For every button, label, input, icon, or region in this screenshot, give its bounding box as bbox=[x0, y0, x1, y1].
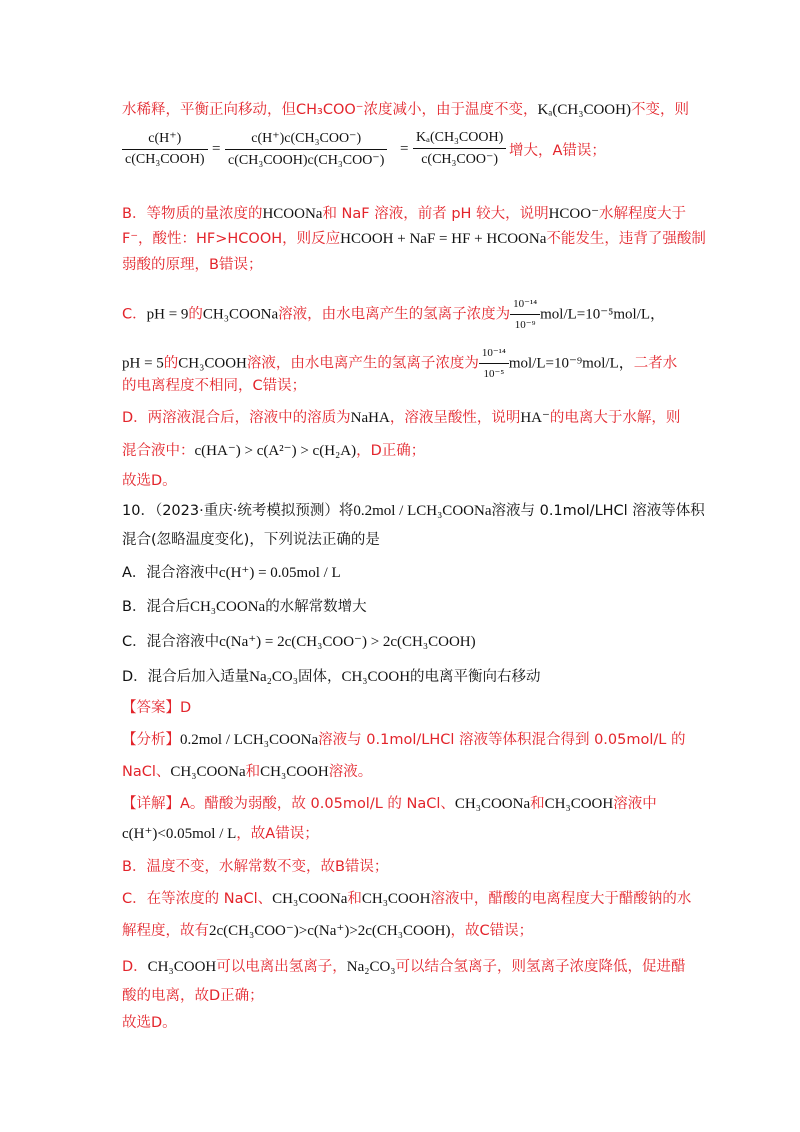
formula: CH₃COOH bbox=[361, 891, 431, 907]
equals-sign: = bbox=[212, 141, 221, 157]
fraction-numerator: c(H⁺) bbox=[122, 130, 208, 150]
formula: CH₃COONa bbox=[454, 796, 531, 812]
details-d-line1 bbox=[122, 957, 686, 977]
analysis-label: 【分析】 bbox=[122, 732, 180, 748]
formula: CH₃COONa bbox=[189, 599, 266, 615]
text: 可以电离出氢离子， bbox=[216, 959, 347, 975]
fraction-3 bbox=[413, 130, 506, 168]
formula: mol/L=10⁻⁵mol/L， bbox=[540, 306, 666, 323]
question-10-stem-line2: 混合(忽略温度变化)，下列说法正确的是 bbox=[122, 532, 380, 548]
inequality: c(HA⁻) > c(A²⁻) > c(H₂A) bbox=[194, 443, 357, 459]
text: A。醋酸为弱酸，故 0.05mol/L 的 NaCl、 bbox=[180, 796, 455, 812]
formula: CH₃COONa bbox=[170, 764, 246, 780]
fraction bbox=[510, 294, 540, 335]
formula: Na₂CO₃ bbox=[249, 669, 298, 685]
text: D．混合后加入适量 bbox=[122, 669, 250, 685]
explanation-line-dilution bbox=[122, 100, 689, 120]
text: 固体， bbox=[297, 669, 342, 685]
fraction-numerator: 10⁻¹⁴ bbox=[479, 343, 509, 364]
text: 的 bbox=[188, 306, 203, 323]
option-c bbox=[122, 632, 476, 652]
text: 溶液与 0.1mol/LHCl 溶液等体积 bbox=[491, 503, 705, 519]
fraction-1 bbox=[122, 130, 208, 168]
text: C．在等浓度的 NaCl、 bbox=[122, 891, 273, 907]
text: 水稀释，平衡正向移动，但CH₃COO⁻浓度减小，由于温度不变， bbox=[122, 102, 538, 118]
text: D． bbox=[122, 959, 148, 975]
text: 解程度，故有 bbox=[122, 923, 209, 939]
text: 的 bbox=[163, 355, 179, 372]
fraction-denominator: c(CH₃COO⁻) bbox=[421, 152, 499, 167]
text: 溶液中 bbox=[613, 796, 657, 812]
text: B．混合后 bbox=[122, 599, 190, 615]
formula: CH₃COOH bbox=[260, 764, 329, 780]
formula: c(H⁺) = 0.05mol / L bbox=[218, 565, 341, 581]
formula: HCOO⁻ bbox=[548, 206, 599, 222]
fraction-2 bbox=[225, 130, 387, 169]
text: C．混合溶液中 bbox=[122, 634, 220, 650]
answer-label: 【答案】D bbox=[122, 700, 192, 716]
text: D．两溶液混合后，溶液中的溶质为 bbox=[122, 410, 351, 426]
fraction-denominator: c(CH₃COOH)c(CH₃COO⁻) bbox=[228, 153, 385, 168]
text: 可以结合氢离子，则氢离子浓度降低，促进醋 bbox=[395, 959, 686, 975]
analysis-line1 bbox=[122, 730, 685, 750]
text: ，溶液呈酸性，说明 bbox=[389, 410, 521, 426]
fraction-denominator: 10⁻⁵ bbox=[483, 368, 505, 380]
text: C． bbox=[122, 306, 147, 323]
fraction-numerator: c(H⁺)c(CH₃COO⁻) bbox=[225, 130, 387, 150]
text: 混合液中： bbox=[122, 443, 195, 459]
explanation-d-line2 bbox=[122, 441, 425, 461]
text: 溶液，由水电离产生的氢离子浓度为 bbox=[246, 355, 479, 372]
fraction-denominator: 10⁻⁹ bbox=[514, 319, 536, 331]
text: 不变，则 bbox=[630, 102, 689, 118]
explanation-c-line1 bbox=[122, 294, 665, 335]
details-a-line2 bbox=[122, 824, 319, 844]
option-a bbox=[122, 563, 341, 583]
formula: mol/L=10⁻⁹mol/L， bbox=[508, 355, 634, 372]
text: ，故C错误； bbox=[450, 923, 534, 939]
explanation-b-line1 bbox=[122, 204, 686, 224]
formula: CH₃COONa bbox=[202, 306, 279, 323]
text: B．等物质的量浓度的 bbox=[122, 206, 263, 222]
text: ，D正确； bbox=[356, 443, 426, 459]
formula: HA⁻ bbox=[520, 410, 550, 426]
explanation-b-line2 bbox=[122, 229, 706, 249]
text: F⁻，酸性：HF>HCOOH，则反应 bbox=[122, 231, 341, 247]
fraction bbox=[479, 343, 509, 384]
reaction-equation: HCOOH + NaF = HF + HCOONa bbox=[340, 231, 547, 247]
formula: HCOONa bbox=[262, 206, 323, 222]
inequality: 2c(CH₃COO⁻)>c(Na⁺)>2c(CH₃COOH) bbox=[209, 923, 451, 939]
analysis-line2 bbox=[122, 762, 372, 782]
formula: Na₂CO₃ bbox=[346, 959, 396, 975]
explanation-d-line1 bbox=[122, 408, 680, 428]
explanation-c-line3: 的电离程度不相同，C错误； bbox=[122, 378, 307, 394]
question-10-stem-line1 bbox=[122, 501, 705, 521]
formula: 0.2mol / LCH₃COONa bbox=[180, 732, 319, 748]
text: 水解程度大于 bbox=[599, 206, 686, 222]
formula: CH₃COOH bbox=[178, 355, 247, 372]
fraction-numerator: Kₐ(CH₃COOH) bbox=[413, 130, 506, 149]
text: 的电离大于水解，则 bbox=[549, 410, 681, 426]
details-c-line2 bbox=[122, 921, 533, 941]
details-d-line2: 酸的电离，故D正确； bbox=[122, 988, 264, 1004]
details-label: 【详解】 bbox=[122, 796, 180, 812]
text: 和 NaF 溶液，前者 pH 较大，说明 bbox=[322, 206, 549, 222]
formula: pH = 9 bbox=[146, 306, 189, 323]
text: ，故A错误； bbox=[236, 826, 319, 842]
text: 和 bbox=[530, 796, 545, 812]
text: 增大，A错误； bbox=[509, 143, 606, 159]
details-a-line1 bbox=[122, 794, 657, 814]
text: 不能发生，违背了强酸制 bbox=[546, 231, 706, 247]
details-b-line: B．温度不变，水解常数不变，故B错误； bbox=[122, 859, 389, 875]
text: 和 bbox=[347, 891, 362, 907]
ka-expression: Kₐ(CH₃COOH) bbox=[537, 102, 631, 118]
explanation-b-line3: 弱酸的原理，B错误； bbox=[122, 257, 263, 273]
explanation-conclusion: 故选D。 bbox=[122, 473, 177, 489]
text: 二者水 bbox=[633, 355, 678, 372]
text: 的电离平衡向右移动 bbox=[410, 669, 541, 685]
option-d bbox=[122, 667, 541, 687]
equals-sign: = bbox=[400, 141, 409, 157]
formula: c(Na⁺) = 2c(CH₃COO⁻) > 2c(CH₃COOH) bbox=[219, 634, 476, 650]
formula: c(H⁺)<0.05mol / L bbox=[122, 826, 237, 842]
text: 溶液，由水电离产生的氢离子浓度为 bbox=[278, 306, 511, 323]
formula: 0.2mol / LCH₃COONa bbox=[353, 503, 492, 519]
formula: NaHA bbox=[350, 410, 390, 426]
formula: CH₃COOH bbox=[341, 669, 411, 685]
formula: CH₃COONa bbox=[272, 891, 348, 907]
text: 和 bbox=[245, 764, 261, 780]
formula: pH = 5 bbox=[122, 355, 164, 372]
text: 溶液。 bbox=[328, 764, 373, 780]
text: 10．（2023·重庆·统考模拟预测）将 bbox=[122, 503, 354, 519]
formula: CH₃COOH bbox=[544, 796, 614, 812]
details-conclusion: 故选D。 bbox=[122, 1015, 177, 1031]
text: 的水解常数增大 bbox=[265, 599, 367, 615]
text: 溶液中，醋酸的电离程度大于醋酸钠的水 bbox=[430, 891, 692, 907]
text: NaCl、 bbox=[122, 764, 171, 780]
fraction-numerator: 10⁻¹⁴ bbox=[510, 294, 540, 315]
text: 溶液与 0.1mol/LHCl 溶液等体积混合得到 0.05mol/L 的 bbox=[318, 732, 686, 748]
option-b bbox=[122, 597, 367, 617]
fraction-denominator: c(CH₃COOH) bbox=[125, 152, 205, 167]
details-c-line1 bbox=[122, 889, 691, 909]
text: A．混合溶液中 bbox=[122, 565, 219, 581]
formula: CH₃COOH bbox=[147, 959, 217, 975]
